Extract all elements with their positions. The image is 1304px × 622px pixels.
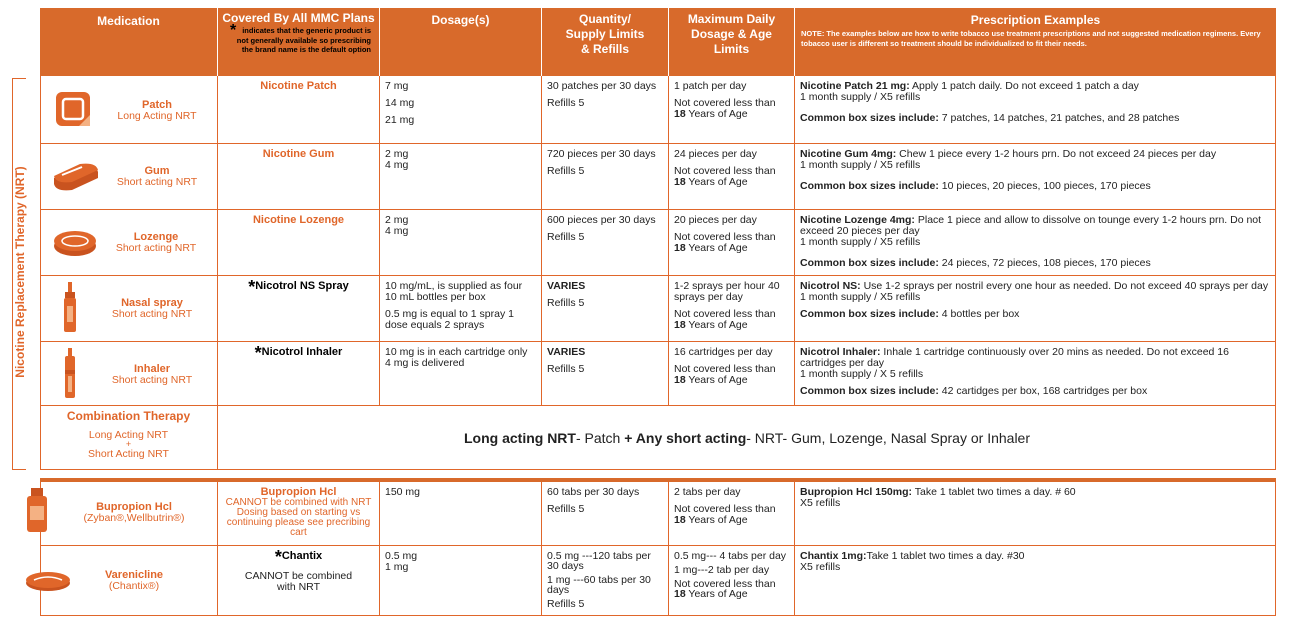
lozenge-icon bbox=[52, 228, 98, 258]
header-quantity: Quantity/ Supply Limits & Refills bbox=[542, 8, 669, 76]
medication-cell bbox=[40, 76, 218, 143]
dosage-value: 4 mg bbox=[385, 225, 409, 237]
medication-cell bbox=[40, 546, 218, 615]
nrt-side-label: Nicotine Replacement Therapy (NRT) bbox=[13, 166, 27, 378]
rx-supply: 1 month supply / X5 refills bbox=[800, 159, 921, 171]
patch-icon bbox=[54, 90, 94, 130]
brand-name: Nicotine Lozenge bbox=[252, 214, 345, 226]
max-dosage: 1-2 sprays per hour 40 sprays per day bbox=[674, 280, 780, 303]
brand-cell bbox=[218, 546, 380, 615]
rx-supply: 1 month supply / X5 refills bbox=[800, 236, 921, 248]
example-cell bbox=[795, 482, 1276, 545]
brand-name: Bupropion Hcl bbox=[260, 486, 337, 498]
header-examples: Prescription Examples NOTE: The examples below are how to write tobacco use treatment prescriptions and not suggested medication regimens. Every tobacco user is different so treatment should be individualized to fit their needs. bbox=[795, 8, 1276, 76]
age-limit: Not covered less than 18 Years of Age bbox=[674, 363, 776, 386]
example-cell bbox=[795, 76, 1276, 143]
quantity-cell bbox=[542, 144, 669, 209]
quantity-cell bbox=[542, 276, 669, 341]
medication-cell bbox=[40, 342, 218, 405]
brand-note: CANNOT be combined with NRT Dosing based on starting vs continuing please see precribing cart bbox=[225, 497, 372, 538]
med-name: Lozenge Short acting NRT bbox=[115, 231, 197, 254]
maximum-cell bbox=[669, 482, 795, 545]
table-row bbox=[40, 276, 1276, 342]
quantity-value: 720 pieces per 30 days bbox=[547, 148, 656, 160]
box-sizes: Common box sizes include: 4 bottles per box bbox=[800, 308, 1020, 320]
med-name: Bupropion Hcl (Zyban®,Wellbutrin®) bbox=[83, 501, 185, 524]
dosage-cell bbox=[380, 144, 542, 209]
refills-value: Refills 5 bbox=[547, 503, 585, 515]
table-header bbox=[40, 8, 1276, 76]
age-limit: Not covered less than 18 Years of Age bbox=[674, 503, 776, 526]
rx-example: Nicotine Gum 4mg: Chew 1 piece every 1-2 hours prn. Do not exceed 24 pieces per day bbox=[800, 148, 1217, 160]
med-name: Patch Long Acting NRT bbox=[117, 99, 197, 122]
brand-cell bbox=[218, 342, 380, 405]
refills-value: Refills 5 bbox=[547, 598, 585, 610]
max-dosage: 20 pieces per day bbox=[674, 214, 757, 226]
box-sizes: Common box sizes include: 24 pieces, 72 pieces, 108 pieces, 170 pieces bbox=[800, 257, 1151, 269]
table-row bbox=[40, 546, 1276, 616]
age-limit: Not covered less than 18 Years of Age bbox=[674, 97, 776, 120]
max-dosage: 1 mg---2 tab per day bbox=[674, 564, 770, 576]
quantity-value: 60 tabs per 30 days bbox=[547, 486, 640, 498]
example-cell bbox=[795, 546, 1276, 615]
header-medication: Medication bbox=[40, 8, 218, 76]
med-name: Inhaler Short acting NRT bbox=[111, 363, 193, 386]
med-name: Nasal spray Short acting NRT bbox=[111, 297, 193, 320]
quantity-cell bbox=[542, 76, 669, 143]
brand-cell bbox=[218, 482, 380, 545]
dosage-value: 14 mg bbox=[385, 97, 415, 109]
max-dosage: 16 cartridges per day bbox=[674, 346, 773, 358]
rx-supply: X5 refills bbox=[800, 561, 841, 573]
maximum-cell bbox=[669, 546, 795, 615]
dosage-value: 2 mg bbox=[385, 214, 409, 226]
rx-supply: 1 month supply / X5 refills bbox=[800, 91, 921, 103]
medication-cell bbox=[40, 144, 218, 209]
brand-cell bbox=[218, 76, 380, 143]
brand-cell bbox=[218, 144, 380, 209]
example-cell bbox=[795, 276, 1276, 341]
brand-note: CANNOT be combined with NRT bbox=[244, 570, 353, 593]
medication-cell bbox=[40, 482, 218, 545]
dosage-cell bbox=[380, 482, 542, 545]
quantity-value: 1 mg ---60 tabs per 30 days bbox=[547, 574, 651, 596]
table-row bbox=[40, 76, 1276, 144]
max-dosage: 2 tabs per day bbox=[674, 486, 741, 498]
refills-value: Refills 5 bbox=[547, 97, 585, 109]
maximum-cell bbox=[669, 276, 795, 341]
combination-description: Long acting NRT- Patch + Any short acting- NRT- Gum, Lozenge, Nasal Spray or Inhaler bbox=[463, 430, 1031, 446]
quantity-value: VARIES bbox=[547, 346, 586, 358]
dosage-cell bbox=[380, 210, 542, 275]
dosage-cell bbox=[380, 76, 542, 143]
rx-supply: X5 refills bbox=[800, 497, 841, 509]
gum-icon bbox=[50, 160, 102, 194]
refills-value: Refills 5 bbox=[547, 297, 585, 309]
rx-example: Nicotine Lozenge 4mg: Place 1 piece and allow to dissolve on tounge every 1-2 hours prn. Do not exceed 20 pieces per day bbox=[800, 214, 1262, 237]
age-limit: Not covered less than 18 Years of Age bbox=[674, 578, 776, 600]
table-row bbox=[40, 144, 1276, 210]
med-name: Gum Short acting NRT bbox=[116, 165, 198, 188]
nasal-spray-icon bbox=[62, 282, 78, 334]
nrt-side-bracket bbox=[12, 78, 26, 470]
maximum-cell bbox=[669, 76, 795, 143]
dosage-value: 1 mg bbox=[385, 561, 409, 573]
dosage-value: 10 mg is in each cartridge only 4 mg is delivered bbox=[385, 346, 528, 369]
rx-example: Chantix 1mg:Take 1 tablet two times a day. #30 bbox=[800, 550, 1025, 562]
quantity-cell bbox=[542, 482, 669, 545]
brand-cell bbox=[218, 210, 380, 275]
dosage-value: 2 mg bbox=[385, 148, 409, 160]
combination-row bbox=[40, 406, 1276, 470]
refills-value: Refills 5 bbox=[547, 363, 585, 375]
rx-example: Nicotine Patch 21 mg: Apply 1 patch daily. Do not exceed 1 patch a day bbox=[800, 80, 1139, 92]
brand-name: *Chantix bbox=[274, 547, 323, 567]
dosage-value: 21 mg bbox=[385, 114, 415, 126]
maximum-cell bbox=[669, 210, 795, 275]
dosage-cell bbox=[380, 276, 542, 341]
dosage-value: 0.5 mg is equal to 1 spray 1 dose equals 2 sprays bbox=[385, 308, 514, 331]
pill-bottle-icon bbox=[26, 488, 48, 534]
dosage-value: 0.5 mg bbox=[385, 550, 418, 562]
combination-cell bbox=[40, 406, 218, 469]
rx-example: Bupropion Hcl 150mg: Take 1 tablet two times a day. # 60 bbox=[800, 486, 1076, 498]
refills-value: Refills 5 bbox=[547, 165, 585, 177]
age-limit: Not covered less than 18 Years of Age bbox=[674, 231, 776, 254]
brand-name: *Nicotrol Inhaler bbox=[254, 343, 343, 363]
rx-example: Nicotrol Inhaler: Inhale 1 cartridge continuously over 20 mins as needed. Do not exceed 16 cartridges per day bbox=[800, 346, 1229, 369]
header-dosage: Dosage(s) bbox=[380, 8, 542, 76]
header-maximum: Maximum Daily Dosage & Age Limits bbox=[669, 8, 795, 76]
medication-cell bbox=[40, 210, 218, 275]
dosage-value: 4 mg bbox=[385, 159, 409, 171]
brand-name: Nicotine Patch bbox=[260, 80, 337, 92]
quantity-cell bbox=[542, 546, 669, 615]
rx-supply: 1 month supply / X 5 refills bbox=[800, 368, 924, 380]
dosage-value: 10 mg/mL, is supplied as four 10 mL bottles per box bbox=[385, 280, 523, 303]
maximum-cell bbox=[669, 144, 795, 209]
quantity-value: 0.5 mg ---120 tabs per 30 days bbox=[547, 550, 651, 572]
example-cell bbox=[795, 342, 1276, 405]
table-row bbox=[40, 482, 1276, 546]
refills-value: Refills 5 bbox=[547, 231, 585, 243]
brand-name: Nicotine Gum bbox=[262, 148, 335, 160]
quantity-value: 600 pieces per 30 days bbox=[547, 214, 656, 226]
box-sizes: Common box sizes include: 10 pieces, 20 pieces, 100 pieces, 170 pieces bbox=[800, 180, 1151, 192]
combination-line2: Short Acting NRT bbox=[88, 448, 169, 460]
inhaler-icon bbox=[64, 348, 76, 400]
box-sizes: Common box sizes include: 42 cartidges per box, 168 cartridges per box bbox=[800, 385, 1148, 397]
dosage-value: 7 mg bbox=[385, 80, 409, 92]
age-limit: Not covered less than 18 Years of Age bbox=[674, 308, 776, 331]
dosage-cell bbox=[380, 546, 542, 615]
max-dosage: 0.5 mg--- 4 tabs per day bbox=[674, 550, 787, 562]
medication-cell bbox=[40, 276, 218, 341]
combination-line1: Long Acting NRT bbox=[88, 429, 169, 441]
med-name: Varenicline (Chantix®) bbox=[104, 569, 164, 592]
brand-cell bbox=[218, 276, 380, 341]
table-row bbox=[40, 210, 1276, 276]
age-limit: Not covered less than 18 Years of Age bbox=[674, 165, 776, 188]
examples-note: NOTE: The examples below are how to write tobacco use treatment prescriptions and not suggested medication regimens. Every tobacco user is different so treatment should be individualized to fit their needs. bbox=[801, 29, 1261, 48]
quantity-value: 30 patches per 30 days bbox=[547, 80, 657, 92]
maximum-cell bbox=[669, 342, 795, 405]
rx-example: Nicotrol NS: Use 1-2 sprays per nostril every one hour as needed. Do not exceed 40 sprays per day 1 month supply / X5 refills bbox=[800, 280, 1269, 303]
dosage-value: 150 mg bbox=[385, 486, 421, 498]
combination-title: Combination Therapy bbox=[66, 409, 191, 423]
max-dosage: 1 patch per day bbox=[674, 80, 747, 92]
example-cell bbox=[795, 210, 1276, 275]
example-cell bbox=[795, 144, 1276, 209]
quantity-value: VARIES bbox=[547, 280, 586, 292]
table-row bbox=[40, 342, 1276, 406]
quantity-cell bbox=[542, 210, 669, 275]
brand-name: *Nicotrol NS Spray bbox=[248, 277, 349, 297]
quantity-cell bbox=[542, 342, 669, 405]
box-sizes: Common box sizes include: 7 patches, 14 patches, 21 patches, and 28 patches bbox=[800, 112, 1180, 124]
header-covered: Covered By All MMC Plans * indicates that the generic product is not generally available so prescribing the brand name is the default option bbox=[218, 8, 380, 76]
dosage-cell bbox=[380, 342, 542, 405]
max-dosage: 24 pieces per day bbox=[674, 148, 757, 160]
combination-plus: + bbox=[125, 439, 132, 449]
covered-note: * indicates that the generic product is not generally available so prescribing the brand name is the default option bbox=[230, 22, 371, 54]
